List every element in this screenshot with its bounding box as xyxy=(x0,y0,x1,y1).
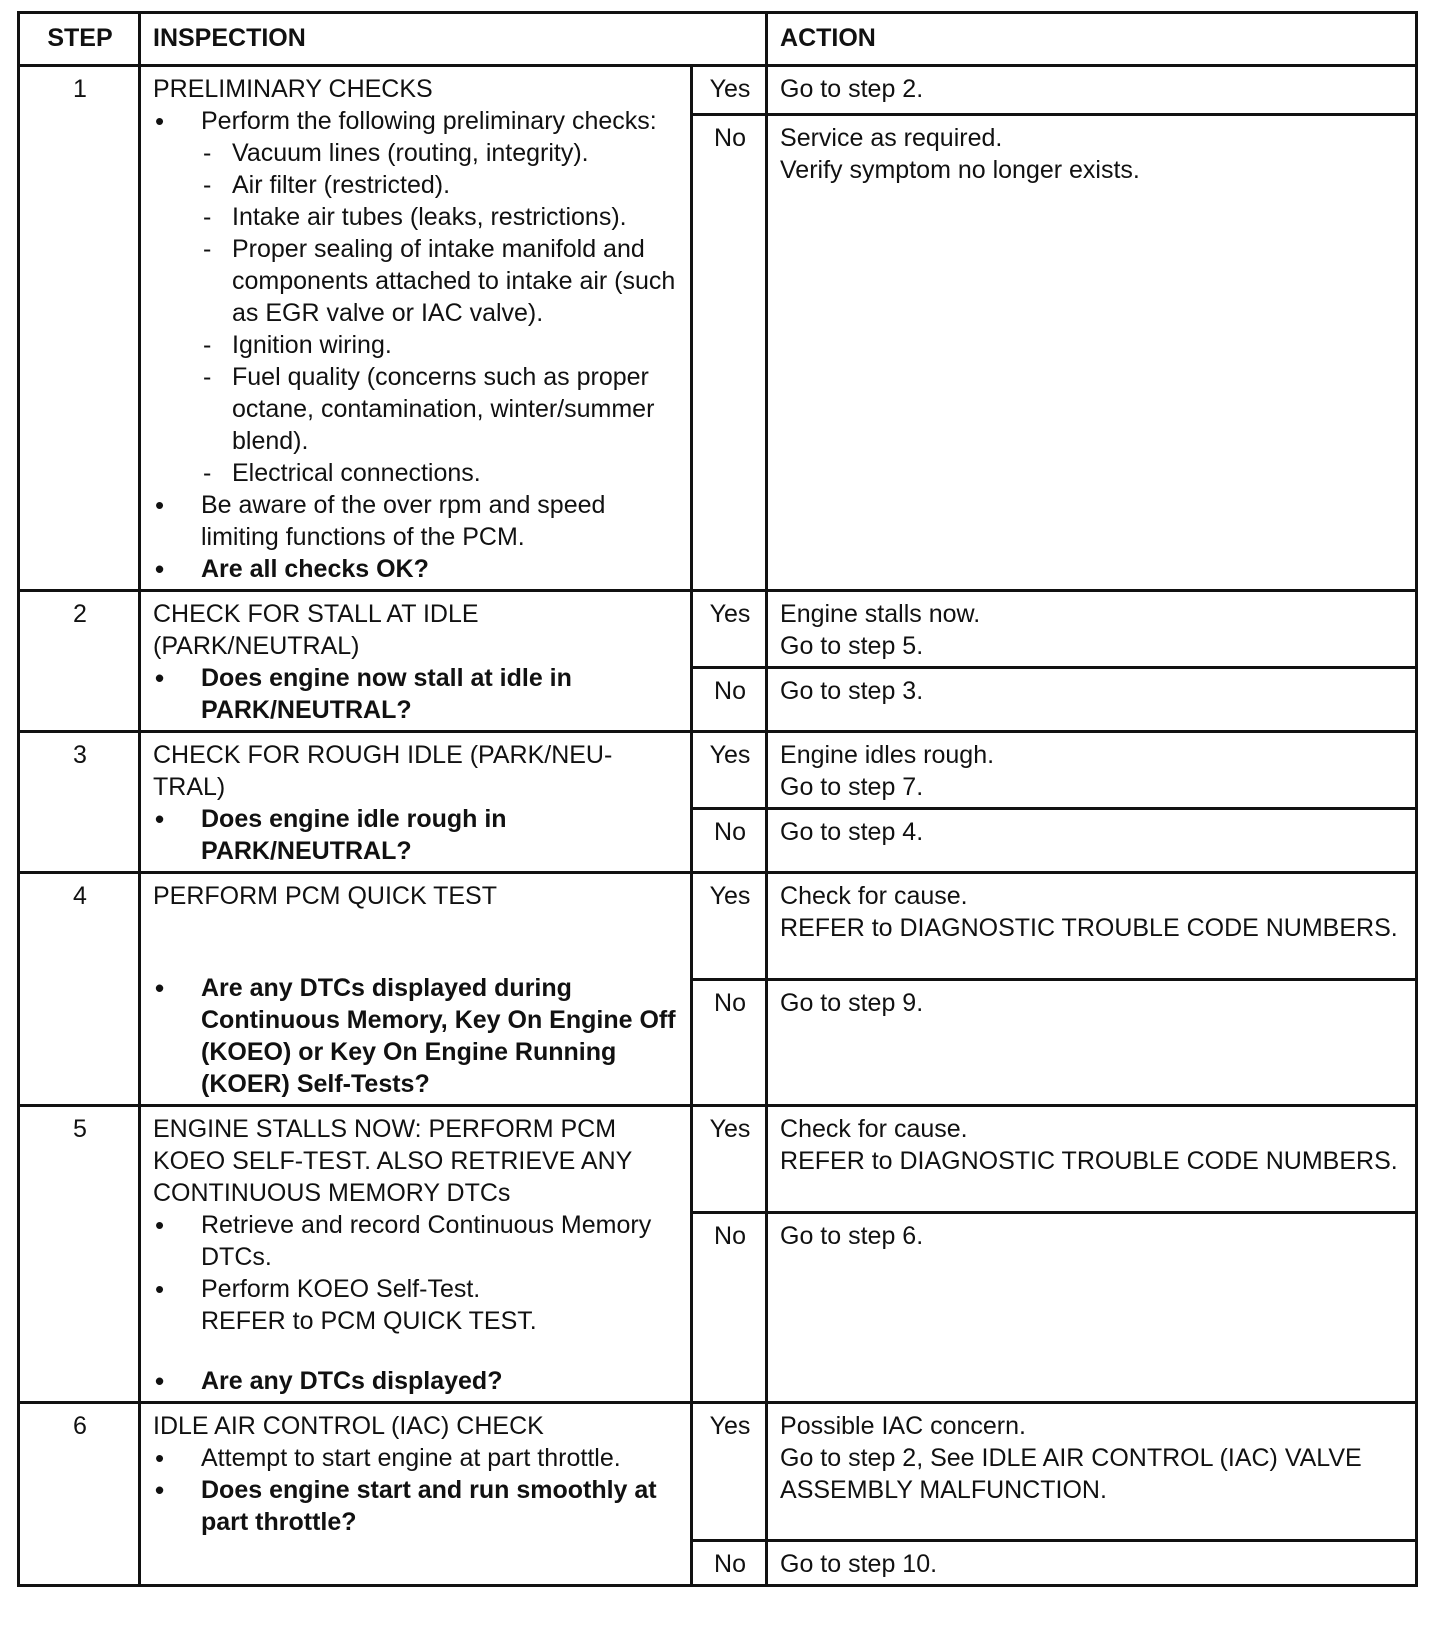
step-row xyxy=(19,1106,1417,1213)
action-line: Go to step 2, See IDLE AIR CONTROL (IAC) VALVE ASSEMBLY MALFUNCTION. xyxy=(780,1444,1362,1504)
inspection-cell xyxy=(140,732,692,873)
action-line: Engine stalls now. xyxy=(780,600,981,628)
question-item: • Are all checks OK? xyxy=(153,553,680,585)
action-line: REFER to DIAGNOSTIC TROUBLE CODE NUMBERS. xyxy=(780,914,1398,942)
step-number: 2 xyxy=(19,591,140,732)
action-line: Verify symptom no longer exists. xyxy=(780,156,1140,184)
no-label: No xyxy=(692,668,767,732)
bullet-list xyxy=(153,105,680,585)
step-number: 5 xyxy=(19,1106,140,1403)
question-item: • Does engine idle rough in PARK/NEUTRAL? xyxy=(153,803,680,867)
step-title: CHECK FOR ROUGH IDLE (PARK/NEU-TRAL) xyxy=(153,741,613,801)
bullet-list xyxy=(153,1209,680,1397)
yes-label: Yes xyxy=(692,591,767,668)
sub-item: - Air filter (restricted). xyxy=(201,169,680,201)
step-row xyxy=(19,591,1417,668)
action-line: REFER to DIAGNOSTIC TROUBLE CODE NUMBERS. xyxy=(780,1147,1398,1175)
sub-item: - Fuel quality (concerns such as proper octane, contamination, winter/summer blend). xyxy=(201,361,680,457)
action-line: Engine idles rough. xyxy=(780,741,995,769)
bullet-item: • Be aware of the over rpm and speed limiting functions of the PCM. xyxy=(153,489,680,553)
action-line: Possible IAC concern. xyxy=(780,1412,1026,1440)
sub-item: - Electrical connections. xyxy=(201,457,680,489)
action-line: Check for cause. xyxy=(780,1115,968,1143)
step-title: ENGINE STALLS NOW: PERFORM PCM KOEO SELF-TEST. ALSO RETRIEVE ANY CONTINUOUS MEMORY DTCs xyxy=(153,1115,632,1207)
no-label: No xyxy=(692,809,767,873)
step-title: PERFORM PCM QUICK TEST xyxy=(153,882,498,910)
yes-action xyxy=(767,1106,1417,1213)
inspection-cell xyxy=(140,591,692,732)
bullet-text: • Perform KOEO Self-Test. xyxy=(201,1275,481,1303)
bullet-list xyxy=(153,803,680,867)
action-line: Go to step 5. xyxy=(780,632,924,660)
step-number: 1 xyxy=(19,66,140,591)
bullet-list xyxy=(153,972,680,1100)
sub-item: - Ignition wiring. xyxy=(201,329,680,361)
question-item: • Does engine now stall at idle in PARK/NEUTRAL? xyxy=(153,662,680,726)
step-row xyxy=(19,66,1417,115)
no-label: No xyxy=(692,980,767,1106)
step-row xyxy=(19,732,1417,809)
yes-label: Yes xyxy=(692,732,767,809)
action-line: Go to step 2. xyxy=(780,75,924,103)
bullet-list xyxy=(153,1442,680,1538)
spacer xyxy=(201,1337,680,1365)
yes-label: Yes xyxy=(692,1106,767,1213)
diagnostic-table xyxy=(17,11,1418,1587)
step-number: 4 xyxy=(19,873,140,1106)
action-line: Service as required. xyxy=(780,124,1003,152)
yes-label: Yes xyxy=(692,66,767,115)
no-label: No xyxy=(692,1541,767,1586)
inspection-cell xyxy=(140,1106,692,1403)
sub-item: - Vacuum lines (routing, integrity). xyxy=(201,137,680,169)
no-label: No xyxy=(692,115,767,591)
action-line: Go to step 4. xyxy=(780,818,924,846)
inspection-cell xyxy=(140,66,692,591)
action-line: Check for cause. xyxy=(780,882,968,910)
step-number: 3 xyxy=(19,732,140,873)
bullet-list xyxy=(153,662,680,726)
yes-action xyxy=(767,1403,1417,1541)
no-action xyxy=(767,809,1417,873)
step-number: 6 xyxy=(19,1403,140,1586)
inspection-cell xyxy=(140,1403,692,1586)
no-action xyxy=(767,115,1417,591)
bullet-item: • Attempt to start engine at part throttle. xyxy=(153,1442,680,1474)
bullet-item xyxy=(153,1273,680,1365)
question-item: • Does engine start and run smoothly at part throttle? xyxy=(153,1474,680,1538)
action-line: Go to step 7. xyxy=(780,773,924,801)
bullet-item: • Retrieve and record Continuous Memory DTCs. xyxy=(153,1209,680,1273)
yes-action xyxy=(767,873,1417,980)
bullet-text: Perform the following preliminary checks: xyxy=(201,107,657,135)
yes-action xyxy=(767,591,1417,668)
action-line: Go to step 6. xyxy=(780,1222,924,1250)
yes-action xyxy=(767,66,1417,115)
no-action xyxy=(767,1541,1417,1586)
step-row xyxy=(19,873,1417,980)
inspection-cell xyxy=(140,873,692,1106)
yes-action xyxy=(767,732,1417,809)
sub-item: - Proper sealing of intake manifold and components attached to intake air (such as EGR valve or IAC valve). xyxy=(201,233,680,329)
step-title: IDLE AIR CONTROL (IAC) CHECK xyxy=(153,1412,544,1440)
bullet-extra: REFER to PCM QUICK TEST. xyxy=(201,1307,537,1335)
header-step: STEP xyxy=(19,13,140,66)
step-title: PRELIMINARY CHECKS xyxy=(153,75,433,103)
action-line: Go to step 9. xyxy=(780,989,924,1017)
no-action xyxy=(767,980,1417,1106)
question-item: • Are any DTCs displayed? xyxy=(153,1365,680,1397)
yes-label: Yes xyxy=(692,873,767,980)
no-action xyxy=(767,668,1417,732)
action-line: Go to step 10. xyxy=(780,1550,938,1578)
spacer xyxy=(153,912,680,972)
question-item: • Are any DTCs displayed during Continuous Memory, Key On Engine Off (KOEO) or Key On Engine Running (KOER) Self-Tests? xyxy=(153,972,680,1100)
yes-label: Yes xyxy=(692,1403,767,1541)
sub-list xyxy=(201,137,680,489)
header-action: ACTION xyxy=(767,13,1417,66)
step-row xyxy=(19,1403,1417,1541)
header-inspection: INSPECTION xyxy=(140,13,767,66)
sub-item: - Intake air tubes (leaks, restrictions). xyxy=(201,201,680,233)
header-row xyxy=(19,13,1417,66)
no-label: No xyxy=(692,1213,767,1403)
no-action xyxy=(767,1213,1417,1403)
step-title: CHECK FOR STALL AT IDLE (PARK/NEUTRAL) xyxy=(153,600,479,660)
bullet-item xyxy=(153,105,680,489)
action-line: Go to step 3. xyxy=(780,677,924,705)
